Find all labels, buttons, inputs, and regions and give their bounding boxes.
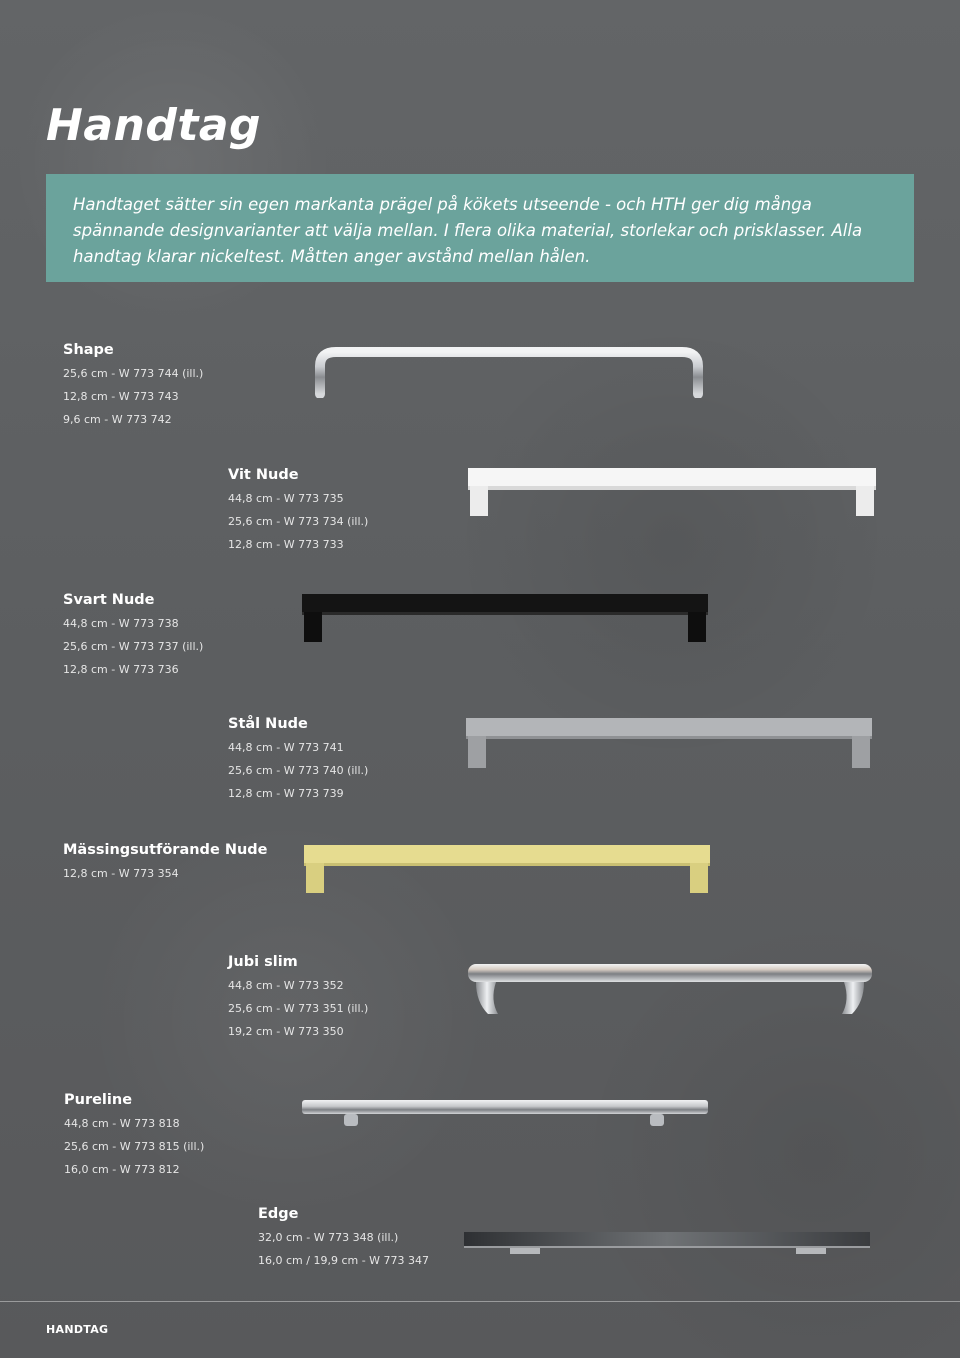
product-spec: 44,8 cm - W 773 818 bbox=[64, 1117, 180, 1130]
product-spec: 25,6 cm - W 773 351 (ill.) bbox=[228, 1002, 369, 1015]
product-spec: 44,8 cm - W 773 352 bbox=[228, 979, 344, 992]
product-spec: 25,6 cm - W 773 740 (ill.) bbox=[228, 764, 369, 777]
handle-jubi-slim-image bbox=[466, 962, 874, 1018]
product-spec: 16,0 cm - W 773 812 bbox=[64, 1163, 180, 1176]
product-spec: 25,6 cm - W 773 737 (ill.) bbox=[63, 640, 204, 653]
product-spec: 32,0 cm - W 773 348 (ill.) bbox=[258, 1231, 399, 1244]
product-name: Shape bbox=[63, 342, 114, 358]
product-massing-nude bbox=[63, 841, 268, 888]
product-spec: 16,0 cm / 19,9 cm - W 773 347 bbox=[258, 1254, 430, 1267]
product-spec: 12,8 cm - W 773 739 bbox=[228, 787, 344, 800]
handle-stal-nude-image bbox=[466, 718, 874, 770]
product-name: Edge bbox=[258, 1206, 299, 1222]
product-spec: 12,8 cm - W 773 733 bbox=[228, 538, 344, 551]
product-spec: 44,8 cm - W 773 741 bbox=[228, 741, 344, 754]
handle-shape-image bbox=[312, 346, 706, 398]
product-spec: 44,8 cm - W 773 738 bbox=[63, 617, 179, 630]
product-name: Jubi slim bbox=[228, 954, 298, 970]
page-title: Handtag bbox=[46, 100, 262, 151]
product-name: Stål Nude bbox=[228, 716, 308, 732]
handle-vit-nude-image bbox=[468, 466, 878, 518]
intro-text: Handtaget sätter sin egen markanta prägel på kökets utseende - och HTH ger dig många spännande designvarianter att välja mellan. I flera olika material, storlekar och prisklasser. Alla handtag klarar nickeltest. Måtten anger avstånd mellan hålen. bbox=[73, 195, 863, 266]
product-vit-nude bbox=[228, 466, 368, 559]
product-spec: 19,2 cm - W 773 350 bbox=[228, 1025, 344, 1038]
product-spec: 12,8 cm - W 773 354 bbox=[63, 867, 179, 880]
product-edge bbox=[258, 1205, 429, 1275]
product-pureline bbox=[64, 1091, 204, 1184]
product-name: Mässingsutförande Nude bbox=[63, 842, 268, 858]
handle-edge-image bbox=[460, 1230, 874, 1256]
product-jubi-slim bbox=[228, 953, 368, 1046]
product-spec: 9,6 cm - W 773 742 bbox=[63, 413, 172, 426]
handle-svart-nude-image bbox=[302, 594, 710, 644]
product-spec: 44,8 cm - W 773 735 bbox=[228, 492, 344, 505]
product-name: Pureline bbox=[64, 1092, 133, 1108]
product-svart-nude bbox=[63, 591, 203, 684]
product-spec: 25,6 cm - W 773 744 (ill.) bbox=[63, 367, 204, 380]
footer-section-label: HANDTAG bbox=[46, 1323, 109, 1336]
product-name: Svart Nude bbox=[63, 592, 155, 608]
product-spec: 12,8 cm - W 773 736 bbox=[63, 663, 179, 676]
product-spec: 25,6 cm - W 773 734 (ill.) bbox=[228, 515, 369, 528]
product-shape bbox=[63, 341, 203, 434]
product-name: Vit Nude bbox=[228, 467, 299, 483]
product-spec: 12,8 cm - W 773 743 bbox=[63, 390, 179, 403]
product-spec: 25,6 cm - W 773 815 (ill.) bbox=[64, 1140, 205, 1153]
footer-divider bbox=[0, 1301, 960, 1302]
intro-box bbox=[46, 174, 914, 282]
handle-massing-nude-image bbox=[304, 845, 712, 895]
product-stal-nude bbox=[228, 715, 368, 808]
handle-pureline-image bbox=[302, 1097, 710, 1131]
